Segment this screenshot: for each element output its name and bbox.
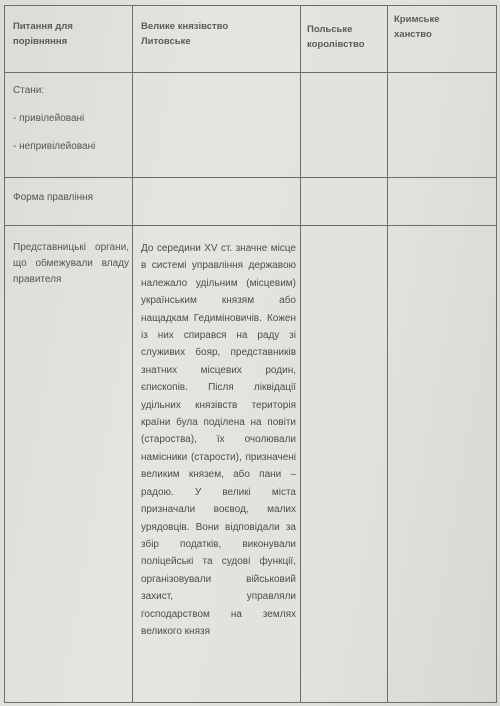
table-header-row — [5, 6, 497, 73]
representative-label-cell — [5, 226, 133, 703]
comparison-table — [4, 5, 497, 703]
header-crimea-line-1: Кримське — [394, 14, 440, 25]
government-crimea-cell — [388, 178, 497, 226]
header-poland-line-1: Польське — [307, 24, 353, 35]
estates-item-privileged: - привілейовані — [13, 113, 85, 124]
estates-label: Стани: — [13, 85, 45, 96]
header-lithuania-line-1: Велике князівство — [141, 21, 229, 32]
header-crimea-line-2: ханство — [394, 29, 432, 40]
estates-crimea-cell — [388, 73, 497, 178]
row-estates — [5, 73, 497, 178]
representative-poland-cell — [301, 226, 388, 703]
estates-item-unprivileged: - непривілейовані — [13, 141, 96, 152]
header-poland — [301, 6, 388, 73]
header-question-line-1: Питання для — [13, 21, 73, 32]
header-poland-line-2: королівство — [307, 39, 365, 50]
estates-poland-cell — [301, 73, 388, 178]
government-poland-cell — [301, 178, 388, 226]
government-label-cell — [5, 178, 133, 226]
header-question — [5, 6, 133, 73]
representative-lithuania-cell — [133, 226, 301, 703]
estates-label-cell — [5, 73, 133, 178]
representative-crimea-cell — [388, 226, 497, 703]
estates-lithuania-cell — [133, 73, 301, 178]
representative-label: Представницькі органи, що обмежували владу правителя — [13, 242, 129, 285]
header-crimea — [388, 6, 497, 73]
government-label: Форма правління — [13, 192, 94, 203]
government-lithuania-cell — [133, 178, 301, 226]
header-lithuania — [133, 6, 301, 73]
row-representative — [5, 226, 497, 703]
row-government — [5, 178, 497, 226]
header-question-line-2: порівняння — [13, 36, 68, 47]
representative-lithuania-text: До середини XV ст. значне місце в системі управління державою належало удільним (місцевим) українським князям або нащадкам Гедиміновичів. Кожен із них спирався на раду зі служивих бояр, представників знатних місцевих родин, єпископів. Після ліквідації удільних князівств територія країни була поділена на повіти (староства), їх очолювали намісники (старости), призначені великим князем, або пани – радою. У великі міста призначали воєвод, малих урядовців. Вони відповідали за збір податків, виконували поліцейські та судові функції, організовували військовий захист, управляли господарством на землях великого князя — [141, 243, 296, 637]
header-lithuania-line-2: Литовське — [141, 36, 191, 47]
